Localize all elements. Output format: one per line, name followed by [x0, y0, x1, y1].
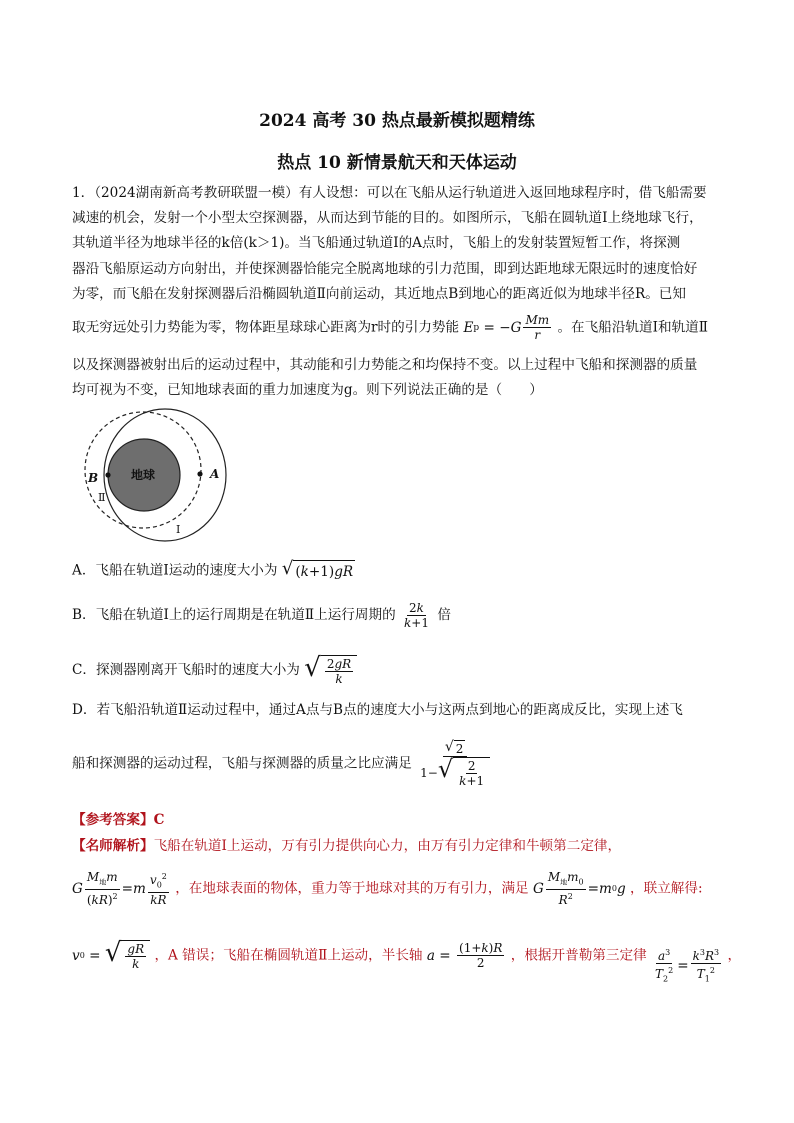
- earth-label: 地球: [131, 468, 156, 482]
- question-line-energy: [72, 313, 708, 342]
- answer-label: 【参考答案】: [72, 812, 154, 828]
- question-line-5: 为零，而飞船在发射探测器后沿椭圆轨道Ⅱ向前运动，其近地点B到地心的距离近似为地球半径R。已知: [72, 286, 686, 302]
- analysis-text-3a: ，A 错误；飞船在椭圆轨道Ⅱ上运动，半长轴: [154, 947, 423, 964]
- orbit-1-label: Ⅰ: [176, 523, 181, 536]
- point-b-label: B: [88, 471, 99, 485]
- analysis-line-1: [72, 836, 621, 856]
- orbit-figure: [80, 408, 240, 543]
- page-subtitle: 热点 10 新情景航天和天体运动: [277, 153, 517, 173]
- option-a-text: A．飞船在轨道Ⅰ运动的速度大小为: [72, 562, 278, 579]
- analysis-text-3b: ，根据开普勒第三定律: [510, 947, 647, 964]
- orbit-2-label: Ⅱ: [98, 491, 106, 504]
- page-title: 2024 高考 30 热点最新模拟题精练: [259, 111, 535, 131]
- analysis-label: 【名师解析】: [72, 838, 154, 854]
- answer-value: C: [153, 812, 165, 828]
- analysis-line-2: [72, 870, 703, 907]
- option-b-text: B．飞船在轨道Ⅰ上的运行周期是在轨道Ⅱ上运行周期的: [72, 607, 396, 623]
- option-b-suffix: 倍: [437, 607, 451, 623]
- option-d-text: 船和探测器的运动过程，飞船与探测器的质量之比应满足: [72, 755, 412, 772]
- option-a-formula: √ ( k +1) gR: [281, 558, 354, 580]
- question-line-3: 其轨道半径为地球半径的k倍(k＞1)。当飞船通过轨道Ⅰ的A点时，飞船上的发射装置短暂工作，将探测: [72, 235, 681, 251]
- v0-result: v 0 = √ $\frac{gR}{k}$: [72, 940, 150, 971]
- energy-text-post: 。在飞船沿轨道Ⅰ和轨道Ⅱ: [557, 319, 708, 336]
- option-b-formula: $\frac{2k}{k+1}$: [404, 601, 429, 630]
- point-b-dot: [105, 472, 110, 477]
- answer-line: [72, 810, 164, 830]
- analysis-text-2-end: ，联立解得:: [630, 880, 703, 897]
- option-c-formula: √ $\frac{2gR}{k}$: [304, 655, 357, 686]
- question-line-4: 器沿飞船原运动方向射出，并使探测器恰能完全脱离地球的引力范围，即到达距地球无限远时的速度恰好: [72, 261, 698, 277]
- option-d-formula: √ 2 1− √ $\frac{2}{k+1}$: [418, 740, 492, 788]
- question-line-1: 1．（2024湖南新高考教研联盟一模）有人设想：可以在飞船从运行轨道进入返回地球程序时，借飞船需要: [72, 185, 707, 201]
- option-a: [72, 560, 355, 582]
- gravity-equation: G $\frac{M_地m}{(kR)^2}$ = m $\frac{v_0^2}{kR}$: [72, 870, 167, 908]
- option-c-text: C．探测器刚离开飞船时的速度大小为: [72, 662, 300, 678]
- question-line-8: 均可视为不变，已知地球表面的重力加速度为g。则下列说法正确的是（ ）: [72, 382, 543, 398]
- option-b: [72, 601, 451, 630]
- surface-gravity-equation: G $\frac{M_地m_0}{R^2}$ = m 0 g: [532, 870, 626, 908]
- option-d-line-1: D．若飞船沿轨道Ⅱ运动过程中，通过A点与B点的速度大小与这两点到地心的距离成反比，实现上述飞: [72, 702, 683, 718]
- semi-major-axis: a = $\frac{(1+k)R}{2}$: [426, 941, 503, 970]
- analysis-text-1: 飞船在轨道Ⅰ上运动，万有引力提供向心力，由万有引力定律和牛顿第二定律，: [153, 838, 622, 854]
- point-a-label: A: [210, 467, 220, 481]
- analysis-text-3-end: ，: [727, 947, 742, 964]
- option-d-line-2: [72, 740, 494, 788]
- potential-energy-formula: E p = − G $\frac{Mm}{r}$: [463, 313, 550, 342]
- energy-text-pre: 取无穷远处引力势能为零，物体距星球球心距离为r时的引力势能: [72, 319, 460, 336]
- analysis-text-2: ，在地球表面的物体，重力等于地球对其的万有引力，满足: [175, 880, 529, 897]
- analysis-line-3: [72, 940, 741, 986]
- kepler-third-law: $\frac{a^3}{T_2^2}$ = $\frac{k^3R^3}{T_1^2}$: [655, 947, 720, 983]
- question-line-7: 以及探测器被射出后的运动过程中，其动能和引力势能之和均保持不变。以上过程中飞船和探测器的质量: [72, 357, 698, 373]
- question-line-2: 减速的机会，发射一个小型太空探测器，从而达到节能的目的。如图所示，飞船在圆轨道Ⅰ上绕地球飞行，: [72, 210, 703, 226]
- option-c: [72, 655, 357, 686]
- point-a-dot: [197, 471, 202, 476]
